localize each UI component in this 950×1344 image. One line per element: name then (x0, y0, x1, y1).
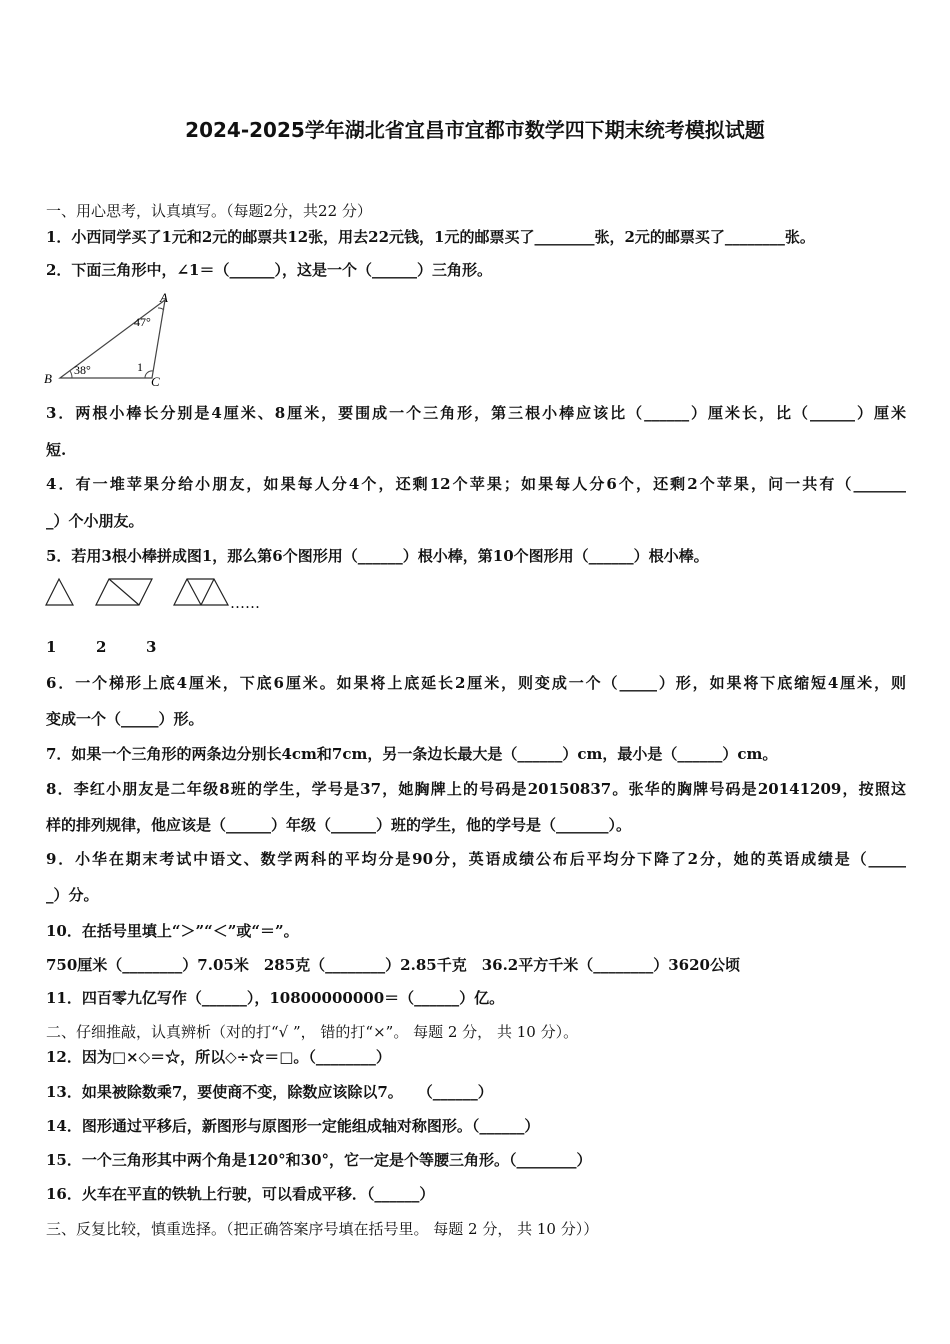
figure-label-1: 1 (46, 638, 57, 656)
question-8: 8．李红小朋友是二年级8班的学生，学号是37，她胸牌上的号码是20150837。张华的胸牌号码是20141209，按照这 (46, 780, 906, 798)
vertex-c-label: C (151, 374, 160, 388)
question-12: 12．因为□×◇＝☆，所以◇÷☆＝□。（________） (46, 1048, 391, 1066)
angle-b-label: 38° (74, 363, 91, 377)
question-16: 16．火车在平直的铁轨上行驶，可以看成平移．（______） (46, 1185, 435, 1203)
question-15: 15．一个三角形其中两个角是120°和30°，它一定是个等腰三角形。（________） (46, 1151, 592, 1169)
question-9: 9．小华在期末考试中语文、数学两科的平均分是90分，英语成绩公布后平均分下降了2分，她的英语成绩是（_____ (46, 850, 906, 868)
question-11: 11．四百零九亿写作（______），10800000000＝（______）亿。 (46, 989, 505, 1007)
triangle-figure (40, 288, 180, 388)
question-7: 7．如果一个三角形的两条边分别长4cm和7cm，另一条边长最大是（______）cm，最小是（______）cm。 (46, 745, 778, 763)
question-5: 5．若用3根小棒拼成图1，那么第6个图形用（______）根小棒，第10个图形用（______）根小棒。 (46, 547, 709, 565)
question-8-cont: 样的排列规律，他应该是（______）年级（______）班的学生，他的学号是（_______）。 (46, 816, 632, 834)
question-1: 1．小西同学买了1元和2元的邮票共12张，用去22元钱，1元的邮票买了________张，2元的邮票买了________张。 (46, 228, 815, 246)
angle-1-label: 1 (137, 360, 143, 374)
section-3-heading: 三、反复比较，慎重选择。（把正确答案序号填在括号里。 每题 2 分， 共 10 分）） (46, 1220, 599, 1238)
question-6: 6．一个梯形上底4厘米，下底6厘米。如果将上底延长2厘米，则变成一个（_____）形，如果将下底缩短4厘米，则 (46, 674, 906, 692)
angle-a-label: 47° (134, 315, 151, 329)
question-4-cont: _）个小朋友。 (46, 512, 144, 530)
question-3: 3．两根小棒长分别是4厘米、8厘米，要围成一个三角形，第三根小棒应该比（______）厘米长，比（______）厘米 (46, 404, 906, 422)
figure-ellipsis: …… (230, 594, 260, 612)
question-14: 14．图形通过平移后，新图形与原图形一定能组成轴对称图形。（______） (46, 1117, 540, 1135)
question-13: 13．如果被除数乘7，要使商不变，除数应该除以7。 （______） (46, 1083, 493, 1101)
figure-label-2: 2 (96, 638, 107, 656)
question-9-cont: _）分。 (46, 886, 99, 904)
question-10-items: 750厘米（________）7.05米 285克（________）2.85千克 36.2平方千米（________）3620公顷 (46, 956, 740, 974)
section-2-heading: 二、仔细推敲，认真辨析（对的打“√ ”， 错的打“×”。 每题 2 分， 共 10 分）。 (46, 1023, 579, 1041)
vertex-b-label: B (44, 371, 52, 386)
question-2: 2．下面三角形中，∠1＝（______），这是一个（______）三角形。 (46, 261, 492, 279)
page-title: 2024-2025学年湖北省宜昌市宜都市数学四下期末统考模拟试题 (185, 118, 765, 142)
stick-triangles-figure (44, 576, 234, 608)
question-3-cont: 短. (46, 441, 67, 459)
question-4: 4．有一堆苹果分给小朋友，如果每人分4个，还剩12个苹果；如果每人分6个，还剩2个苹果，问一共有（_______ (46, 475, 906, 493)
vertex-a-label: A (160, 290, 168, 305)
question-6-cont: 变成一个（_____）形。 (46, 710, 204, 728)
section-1-heading: 一、用心思考，认真填写。（每题2分，共22 分） (46, 202, 372, 220)
figure-label-3: 3 (146, 638, 157, 656)
question-10: 10．在括号里填上“＞”“＜”或“＝”。 (46, 922, 299, 940)
